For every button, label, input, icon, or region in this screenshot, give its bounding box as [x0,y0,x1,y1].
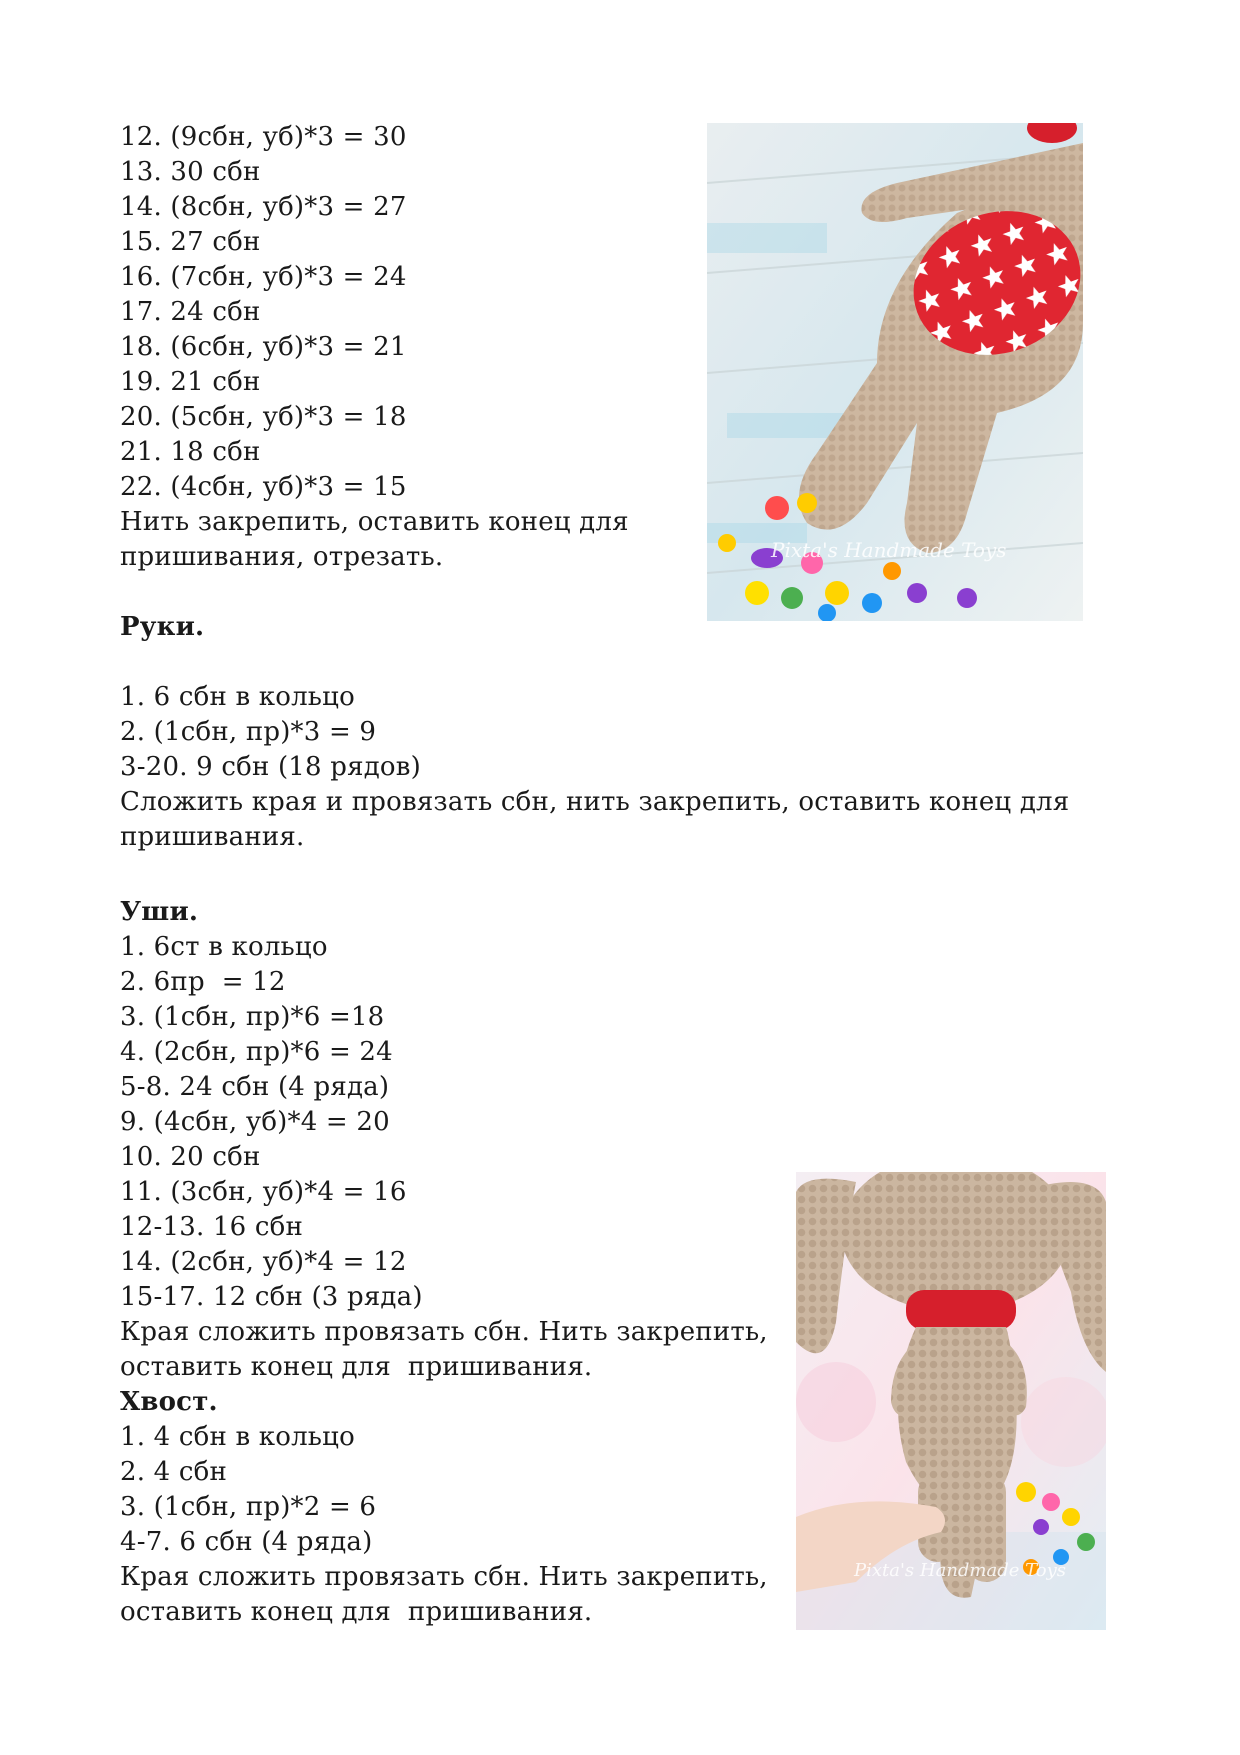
toy-legs-photo [707,123,1083,621]
ears-line: 3. (1сбн, пр)*6 =18 [120,1002,385,1032]
legs-continued-line: 13. 30 сбн [120,157,261,187]
legs-continued-line: 20. (5сбн, уб)*3 = 18 [120,402,407,432]
legs-continued-line: 12. (9сбн, уб)*3 = 30 [120,122,407,152]
ears-line: Края сложить провязать сбн. Нить закрепить, [120,1317,768,1347]
ears-line: 12-13. 16 сбн [120,1212,303,1242]
legs-continued-line: 22. (4сбн, уб)*3 = 15 [120,472,407,502]
tail-line: оставить конец для пришивания. [120,1597,593,1627]
legs-continued-line: 19. 21 сбн [120,367,261,397]
legs-continued-line: 21. 18 сбн [120,437,261,467]
photo-watermark: Pixta's Handmade Toys [854,1560,1066,1581]
arms-line: 1. 6 сбн в кольцо [120,682,355,712]
ears-line: 4. (2сбн, пр)*6 = 24 [120,1037,393,1067]
legs-continued-line: 16. (7сбн, уб)*3 = 24 [120,262,407,292]
ears-line: 2. 6пр = 12 [120,967,286,997]
legs-continued-line: 15. 27 сбн [120,227,261,257]
toy-back-photo [796,1172,1106,1630]
ears-line: 11. (3сбн, уб)*4 = 16 [120,1177,407,1207]
ears-line: оставить конец для пришивания. [120,1352,593,1382]
legs-continued-line: Нить закрепить, оставить конец для [120,507,629,537]
ears-heading: Уши. [120,897,199,927]
arms-line: пришивания. [120,822,305,852]
legs-continued-line: 14. (8сбн, уб)*3 = 27 [120,192,407,222]
ears-line: 9. (4сбн, уб)*4 = 20 [120,1107,390,1137]
tail-line: 4-7. 6 сбн (4 ряда) [120,1527,373,1557]
tail-heading: Хвост. [120,1387,218,1417]
arms-line: 2. (1сбн, пр)*3 = 9 [120,717,377,747]
tail-line: Края сложить провязать сбн. Нить закрепить, [120,1562,768,1592]
ears-line: 15-17. 12 сбн (3 ряда) [120,1282,423,1312]
ears-line: 1. 6ст в кольцо [120,932,328,962]
arms-line: Сложить края и провязать сбн, нить закрепить, оставить конец для [120,787,1070,817]
ears-line: 10. 20 сбн [120,1142,261,1172]
tail-line: 2. 4 сбн [120,1457,228,1487]
tail-line: 1. 4 сбн в кольцо [120,1422,355,1452]
arms-heading: Руки. [120,612,205,642]
ears-line: 14. (2сбн, уб)*4 = 12 [120,1247,407,1277]
arms-line: 3-20. 9 сбн (18 рядов) [120,752,421,782]
photo-watermark: Pixta's Handmade Toys [771,538,1007,562]
ears-line: 5-8. 24 сбн (4 ряда) [120,1072,390,1102]
legs-continued-line: пришивания, отрезать. [120,542,444,572]
tail-line: 3. (1сбн, пр)*2 = 6 [120,1492,377,1522]
legs-continued-line: 18. (6сбн, уб)*3 = 21 [120,332,407,362]
legs-continued-line: 17. 24 сбн [120,297,261,327]
